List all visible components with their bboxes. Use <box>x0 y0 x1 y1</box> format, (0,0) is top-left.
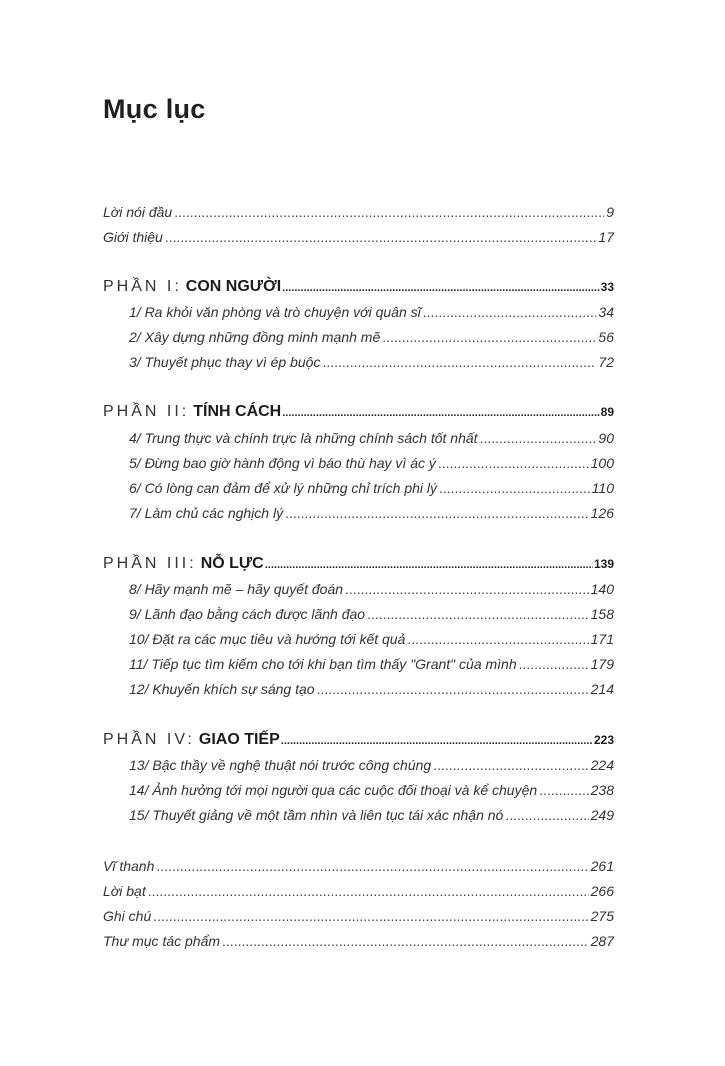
entry-page: 126 <box>590 505 614 521</box>
entry-page: 179 <box>590 656 614 672</box>
dot-leader <box>433 756 588 774</box>
entry-label: 12/ Khuyến khích sự sáng tạo <box>129 681 315 697</box>
part-name: GIAO TIẾP <box>198 731 280 748</box>
entry-label: Ghi chú <box>103 908 152 924</box>
toc-entry-front-2[interactable] <box>103 228 614 246</box>
dot-leader <box>317 680 589 698</box>
toc-entry-back-3[interactable] <box>103 907 614 925</box>
entry-label: 11/ Tiếp tục tìm kiếm cho tới khi bạn tìm thấy "Grant" của mình <box>129 656 517 672</box>
part-page: 89 <box>600 405 614 419</box>
toc-entry-chapter-15[interactable] <box>129 806 614 824</box>
entry-page: 110 <box>591 480 614 496</box>
entry-page: 287 <box>590 933 614 949</box>
dot-leader <box>407 630 588 648</box>
part-page: 33 <box>600 280 614 294</box>
entry-label: 13/ Bậc thầy về nghệ thuật nói trước công chúng <box>129 757 432 773</box>
entry-label: 2/ Xây dựng những đồng minh mạnh mẽ <box>129 329 381 345</box>
part-prefix: PHẦN I: <box>103 278 182 295</box>
entry-page: 261 <box>590 858 614 874</box>
toc-entry-chapter-13[interactable] <box>129 756 614 774</box>
dot-leader <box>345 580 589 598</box>
toc-entry-chapter-12[interactable] <box>129 680 614 698</box>
entry-label: 9/ Lãnh đạo bằng cách được lãnh đạo <box>129 606 366 622</box>
entry-page: 249 <box>590 807 614 823</box>
entry-page: 238 <box>590 782 614 798</box>
entry-page: 9 <box>606 204 614 220</box>
entry-page: 158 <box>590 606 614 622</box>
toc-entry-back-2[interactable] <box>103 882 614 900</box>
toc-entry-chapter-2[interactable] <box>129 328 614 346</box>
entry-label: 6/ Có lòng can đảm để xử lý những chỉ trích phi lý <box>129 480 438 496</box>
part-heading-3[interactable] <box>103 553 614 575</box>
entry-label: 5/ Đừng bao giờ hành động vì báo thù hay vì ác ý <box>129 455 436 471</box>
dot-leader <box>439 479 590 497</box>
dot-leader <box>156 857 588 875</box>
toc-entry-chapter-11[interactable] <box>129 655 614 673</box>
entry-label: 15/ Thuyết giảng về một tầm nhìn và liên tục tái xác nhận nó <box>129 807 504 823</box>
dot-leader <box>438 454 589 472</box>
entry-label: Lời bạt <box>103 883 146 899</box>
part-prefix: PHẦN IV: <box>103 731 195 748</box>
toc-entry-chapter-8[interactable] <box>129 580 614 598</box>
toc-entry-chapter-3[interactable] <box>129 353 614 371</box>
dot-leader <box>382 328 596 346</box>
entry-label: 4/ Trung thực và chính trực là những chính sách tốt nhất <box>129 430 478 446</box>
part-name: NỖ LỰC <box>200 555 264 572</box>
dot-leader <box>282 277 599 299</box>
entry-label: 14/ Ảnh hưởng tới mọi người qua các cuộc đối thoại và kể chuyện <box>129 782 538 798</box>
dot-leader <box>165 228 597 246</box>
part-prefix: PHẦN II: <box>103 403 190 420</box>
entry-page: 266 <box>590 883 614 899</box>
toc-entry-back-4[interactable] <box>103 932 614 950</box>
entry-label: 3/ Thuyết phục thay vì ép buộc <box>129 354 321 370</box>
dot-leader <box>423 303 597 321</box>
dot-leader <box>281 730 593 752</box>
dot-leader <box>322 353 596 371</box>
dot-leader <box>539 781 588 799</box>
entry-page: 224 <box>590 757 614 773</box>
entry-page: 90 <box>598 430 614 446</box>
dot-leader <box>174 203 604 221</box>
entry-page: 56 <box>598 329 614 345</box>
entry-page: 171 <box>590 631 614 647</box>
dot-leader <box>519 655 589 673</box>
entry-label: 1/ Ra khỏi văn phòng và trò chuyện với quân sĩ <box>129 304 421 320</box>
entry-label: Thư mục tác phẩm <box>103 933 221 949</box>
entry-label: 7/ Làm chủ các nghịch lý <box>129 505 284 521</box>
entry-page: 275 <box>590 908 614 924</box>
part-heading-1[interactable] <box>103 276 614 298</box>
toc-entry-chapter-5[interactable] <box>129 454 614 472</box>
toc-entry-chapter-4[interactable] <box>129 429 614 447</box>
part-page: 223 <box>593 733 614 747</box>
page-title: Mục lục <box>103 94 206 124</box>
entry-page: 140 <box>590 581 614 597</box>
dot-leader <box>505 806 588 824</box>
entry-label: 10/ Đặt ra các mục tiêu và hướng tới kết quả <box>129 631 406 647</box>
dot-leader <box>282 402 599 424</box>
toc-entry-chapter-7[interactable] <box>129 504 614 522</box>
entry-page: 72 <box>598 354 614 370</box>
entry-page: 17 <box>598 229 614 245</box>
dot-leader <box>153 907 588 925</box>
toc-entry-back-1[interactable] <box>103 857 614 875</box>
toc-entry-chapter-9[interactable] <box>129 605 614 623</box>
part-heading-4[interactable] <box>103 729 614 751</box>
dot-leader <box>148 882 589 900</box>
dot-leader <box>480 429 597 447</box>
entry-page: 100 <box>590 455 614 471</box>
toc-entry-chapter-6[interactable] <box>129 479 614 497</box>
part-page: 139 <box>593 557 614 571</box>
dot-leader <box>265 554 593 576</box>
entry-label: 8/ Hãy mạnh mẽ – hãy quyết đoán <box>129 581 344 597</box>
entry-page: 34 <box>598 304 614 320</box>
part-prefix: PHẦN III: <box>103 555 197 572</box>
part-heading-2[interactable] <box>103 401 614 423</box>
toc-entry-front-1[interactable] <box>103 203 614 221</box>
entry-label: Giới thiệu <box>103 229 163 245</box>
dot-leader <box>222 932 589 950</box>
part-name: CON NGƯỜI <box>185 278 282 295</box>
toc-entry-chapter-14[interactable] <box>129 781 614 799</box>
part-name: TÍNH CÁCH <box>193 403 282 420</box>
dot-leader <box>285 504 589 522</box>
entry-label: Vĩ thanh <box>103 858 155 874</box>
entry-page: 214 <box>590 681 614 697</box>
toc-entry-chapter-10[interactable] <box>129 630 614 648</box>
dot-leader <box>367 605 589 623</box>
toc-entry-chapter-1[interactable] <box>129 303 614 321</box>
entry-label: Lời nói đầu <box>103 204 173 220</box>
